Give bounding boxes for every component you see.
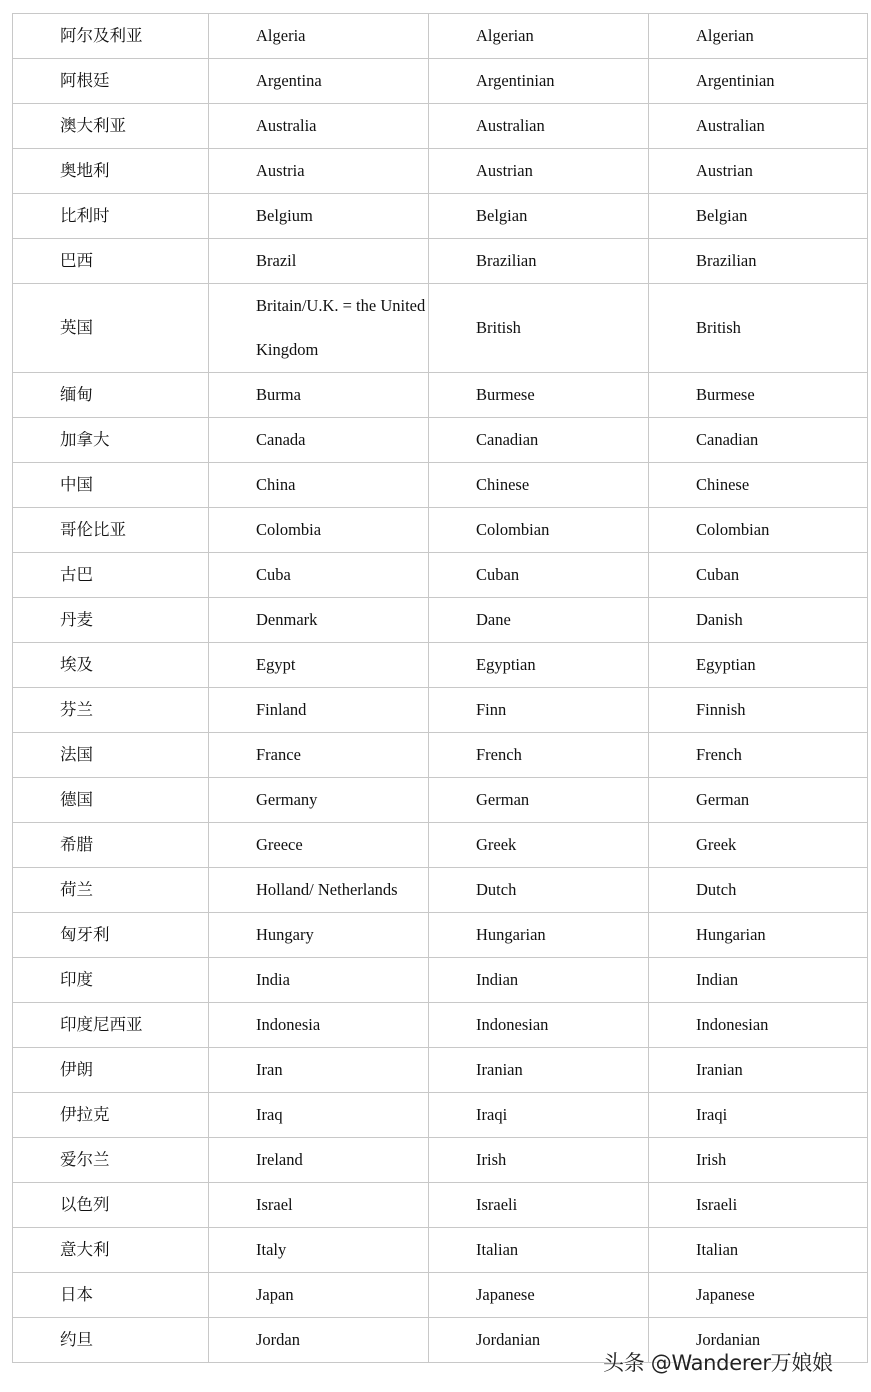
person-cell: Israeli xyxy=(429,1183,649,1228)
country-cell: Egypt xyxy=(209,643,429,688)
person-cell: French xyxy=(429,733,649,778)
table-row xyxy=(13,913,868,958)
table-row xyxy=(13,508,868,553)
table-row xyxy=(13,733,868,778)
person-cell: Algerian xyxy=(429,14,649,59)
chinese-name-cell: 以色列 xyxy=(13,1183,209,1228)
chinese-name-cell: 中国 xyxy=(13,463,209,508)
chinese-name-cell: 缅甸 xyxy=(13,373,209,418)
table-row xyxy=(13,1048,868,1093)
table-row xyxy=(13,284,868,373)
country-cell: Burma xyxy=(209,373,429,418)
table-row xyxy=(13,59,868,104)
adjective-cell: Australian xyxy=(649,104,868,149)
country-cell: Brazil xyxy=(209,239,429,284)
chinese-name-cell: 爱尔兰 xyxy=(13,1138,209,1183)
country-cell: Canada xyxy=(209,418,429,463)
person-cell: Japanese xyxy=(429,1273,649,1318)
table-row xyxy=(13,868,868,913)
person-cell: British xyxy=(429,284,649,373)
chinese-name-cell: 古巴 xyxy=(13,553,209,598)
chinese-name-cell: 哥伦比亚 xyxy=(13,508,209,553)
table-row xyxy=(13,1003,868,1048)
country-cell: Greece xyxy=(209,823,429,868)
person-cell: German xyxy=(429,778,649,823)
person-cell: Jordanian xyxy=(429,1318,649,1363)
person-cell: Brazilian xyxy=(429,239,649,284)
country-cell: Hungary xyxy=(209,913,429,958)
adjective-cell: Burmese xyxy=(649,373,868,418)
adjective-cell: Austrian xyxy=(649,149,868,194)
chinese-name-cell: 印度 xyxy=(13,958,209,1003)
chinese-name-cell: 芬兰 xyxy=(13,688,209,733)
adjective-cell: Iranian xyxy=(649,1048,868,1093)
chinese-name-cell: 澳大利亚 xyxy=(13,104,209,149)
table-row xyxy=(13,463,868,508)
table-row xyxy=(13,1273,868,1318)
country-cell: Italy xyxy=(209,1228,429,1273)
country-cell: Austria xyxy=(209,149,429,194)
country-cell: Holland/ Netherlands xyxy=(209,868,429,913)
person-cell: Irish xyxy=(429,1138,649,1183)
country-cell: Algeria xyxy=(209,14,429,59)
person-cell: Iranian xyxy=(429,1048,649,1093)
watermark: 头条 @Wanderer万娘娘 xyxy=(603,1351,833,1375)
country-cell: China xyxy=(209,463,429,508)
adjective-cell: Colombian xyxy=(649,508,868,553)
table-row xyxy=(13,239,868,284)
chinese-name-cell: 丹麦 xyxy=(13,598,209,643)
adjective-cell: Hungarian xyxy=(649,913,868,958)
table-row xyxy=(13,418,868,463)
chinese-name-cell: 巴西 xyxy=(13,239,209,284)
chinese-name-cell: 德国 xyxy=(13,778,209,823)
chinese-name-cell: 埃及 xyxy=(13,643,209,688)
country-cell: Iran xyxy=(209,1048,429,1093)
adjective-cell: Indian xyxy=(649,958,868,1003)
adjective-cell: Algerian xyxy=(649,14,868,59)
person-cell: Finn xyxy=(429,688,649,733)
adjective-cell: Chinese xyxy=(649,463,868,508)
country-cell: Cuba xyxy=(209,553,429,598)
adjective-cell: British xyxy=(649,284,868,373)
table-row xyxy=(13,104,868,149)
table-row xyxy=(13,149,868,194)
country-cell: Ireland xyxy=(209,1138,429,1183)
chinese-name-cell: 希腊 xyxy=(13,823,209,868)
person-cell: Dane xyxy=(429,598,649,643)
table-row xyxy=(13,1228,868,1273)
chinese-name-cell: 阿尔及利亚 xyxy=(13,14,209,59)
chinese-name-cell: 伊拉克 xyxy=(13,1093,209,1138)
chinese-name-cell: 荷兰 xyxy=(13,868,209,913)
adjective-cell: Canadian xyxy=(649,418,868,463)
chinese-name-cell: 阿根廷 xyxy=(13,59,209,104)
person-cell: Hungarian xyxy=(429,913,649,958)
country-cell: Indonesia xyxy=(209,1003,429,1048)
chinese-name-cell: 印度尼西亚 xyxy=(13,1003,209,1048)
person-cell: Iraqi xyxy=(429,1093,649,1138)
country-cell: Finland xyxy=(209,688,429,733)
person-cell: Dutch xyxy=(429,868,649,913)
adjective-cell: Jordanian xyxy=(649,1318,868,1363)
adjective-cell: Danish xyxy=(649,598,868,643)
adjective-cell: Argentinian xyxy=(649,59,868,104)
adjective-cell: Japanese xyxy=(649,1273,868,1318)
chinese-name-cell: 约旦 xyxy=(13,1318,209,1363)
country-cell: France xyxy=(209,733,429,778)
country-cell: Colombia xyxy=(209,508,429,553)
person-cell: Belgian xyxy=(429,194,649,239)
chinese-name-cell: 奥地利 xyxy=(13,149,209,194)
country-cell: Belgium xyxy=(209,194,429,239)
adjective-cell: Irish xyxy=(649,1138,868,1183)
adjective-cell: Cuban xyxy=(649,553,868,598)
adjective-cell: Italian xyxy=(649,1228,868,1273)
adjective-cell: Belgian xyxy=(649,194,868,239)
chinese-name-cell: 意大利 xyxy=(13,1228,209,1273)
adjective-cell: Israeli xyxy=(649,1183,868,1228)
adjective-cell: Greek xyxy=(649,823,868,868)
table-row xyxy=(13,553,868,598)
person-cell: Chinese xyxy=(429,463,649,508)
chinese-name-cell: 英国 xyxy=(13,284,209,373)
person-cell: Canadian xyxy=(429,418,649,463)
chinese-name-cell: 比利时 xyxy=(13,194,209,239)
country-cell: Iraq xyxy=(209,1093,429,1138)
person-cell: Greek xyxy=(429,823,649,868)
table-row xyxy=(13,688,868,733)
table-row xyxy=(13,373,868,418)
country-cell: Britain/U.K. = the United Kingdom xyxy=(209,284,429,373)
adjective-cell: Brazilian xyxy=(649,239,868,284)
chinese-name-cell: 加拿大 xyxy=(13,418,209,463)
adjective-cell: Egyptian xyxy=(649,643,868,688)
table-row xyxy=(13,14,868,59)
person-cell: Indonesian xyxy=(429,1003,649,1048)
country-cell: Israel xyxy=(209,1183,429,1228)
person-cell: Argentinian xyxy=(429,59,649,104)
person-cell: Australian xyxy=(429,104,649,149)
adjective-cell: Iraqi xyxy=(649,1093,868,1138)
table-row xyxy=(13,823,868,868)
chinese-name-cell: 法国 xyxy=(13,733,209,778)
country-cell: India xyxy=(209,958,429,1003)
country-cell: Denmark xyxy=(209,598,429,643)
person-cell: Colombian xyxy=(429,508,649,553)
person-cell: Italian xyxy=(429,1228,649,1273)
country-nationality-table xyxy=(12,13,868,1363)
chinese-name-cell: 伊朗 xyxy=(13,1048,209,1093)
country-cell: Germany xyxy=(209,778,429,823)
country-cell: Australia xyxy=(209,104,429,149)
table-row xyxy=(13,958,868,1003)
table-row xyxy=(13,1183,868,1228)
country-cell: Argentina xyxy=(209,59,429,104)
person-cell: Indian xyxy=(429,958,649,1003)
person-cell: Burmese xyxy=(429,373,649,418)
table-row xyxy=(13,778,868,823)
chinese-name-cell: 日本 xyxy=(13,1273,209,1318)
country-cell: Japan xyxy=(209,1273,429,1318)
person-cell: Cuban xyxy=(429,553,649,598)
adjective-cell: French xyxy=(649,733,868,778)
chinese-name-cell: 匈牙利 xyxy=(13,913,209,958)
table-row xyxy=(13,1093,868,1138)
person-cell: Egyptian xyxy=(429,643,649,688)
country-cell: Jordan xyxy=(209,1318,429,1363)
table-row xyxy=(13,643,868,688)
adjective-cell: Indonesian xyxy=(649,1003,868,1048)
adjective-cell: Finnish xyxy=(649,688,868,733)
table-row xyxy=(13,1138,868,1183)
adjective-cell: German xyxy=(649,778,868,823)
table-row xyxy=(13,194,868,239)
adjective-cell: Dutch xyxy=(649,868,868,913)
table-row xyxy=(13,598,868,643)
person-cell: Austrian xyxy=(429,149,649,194)
